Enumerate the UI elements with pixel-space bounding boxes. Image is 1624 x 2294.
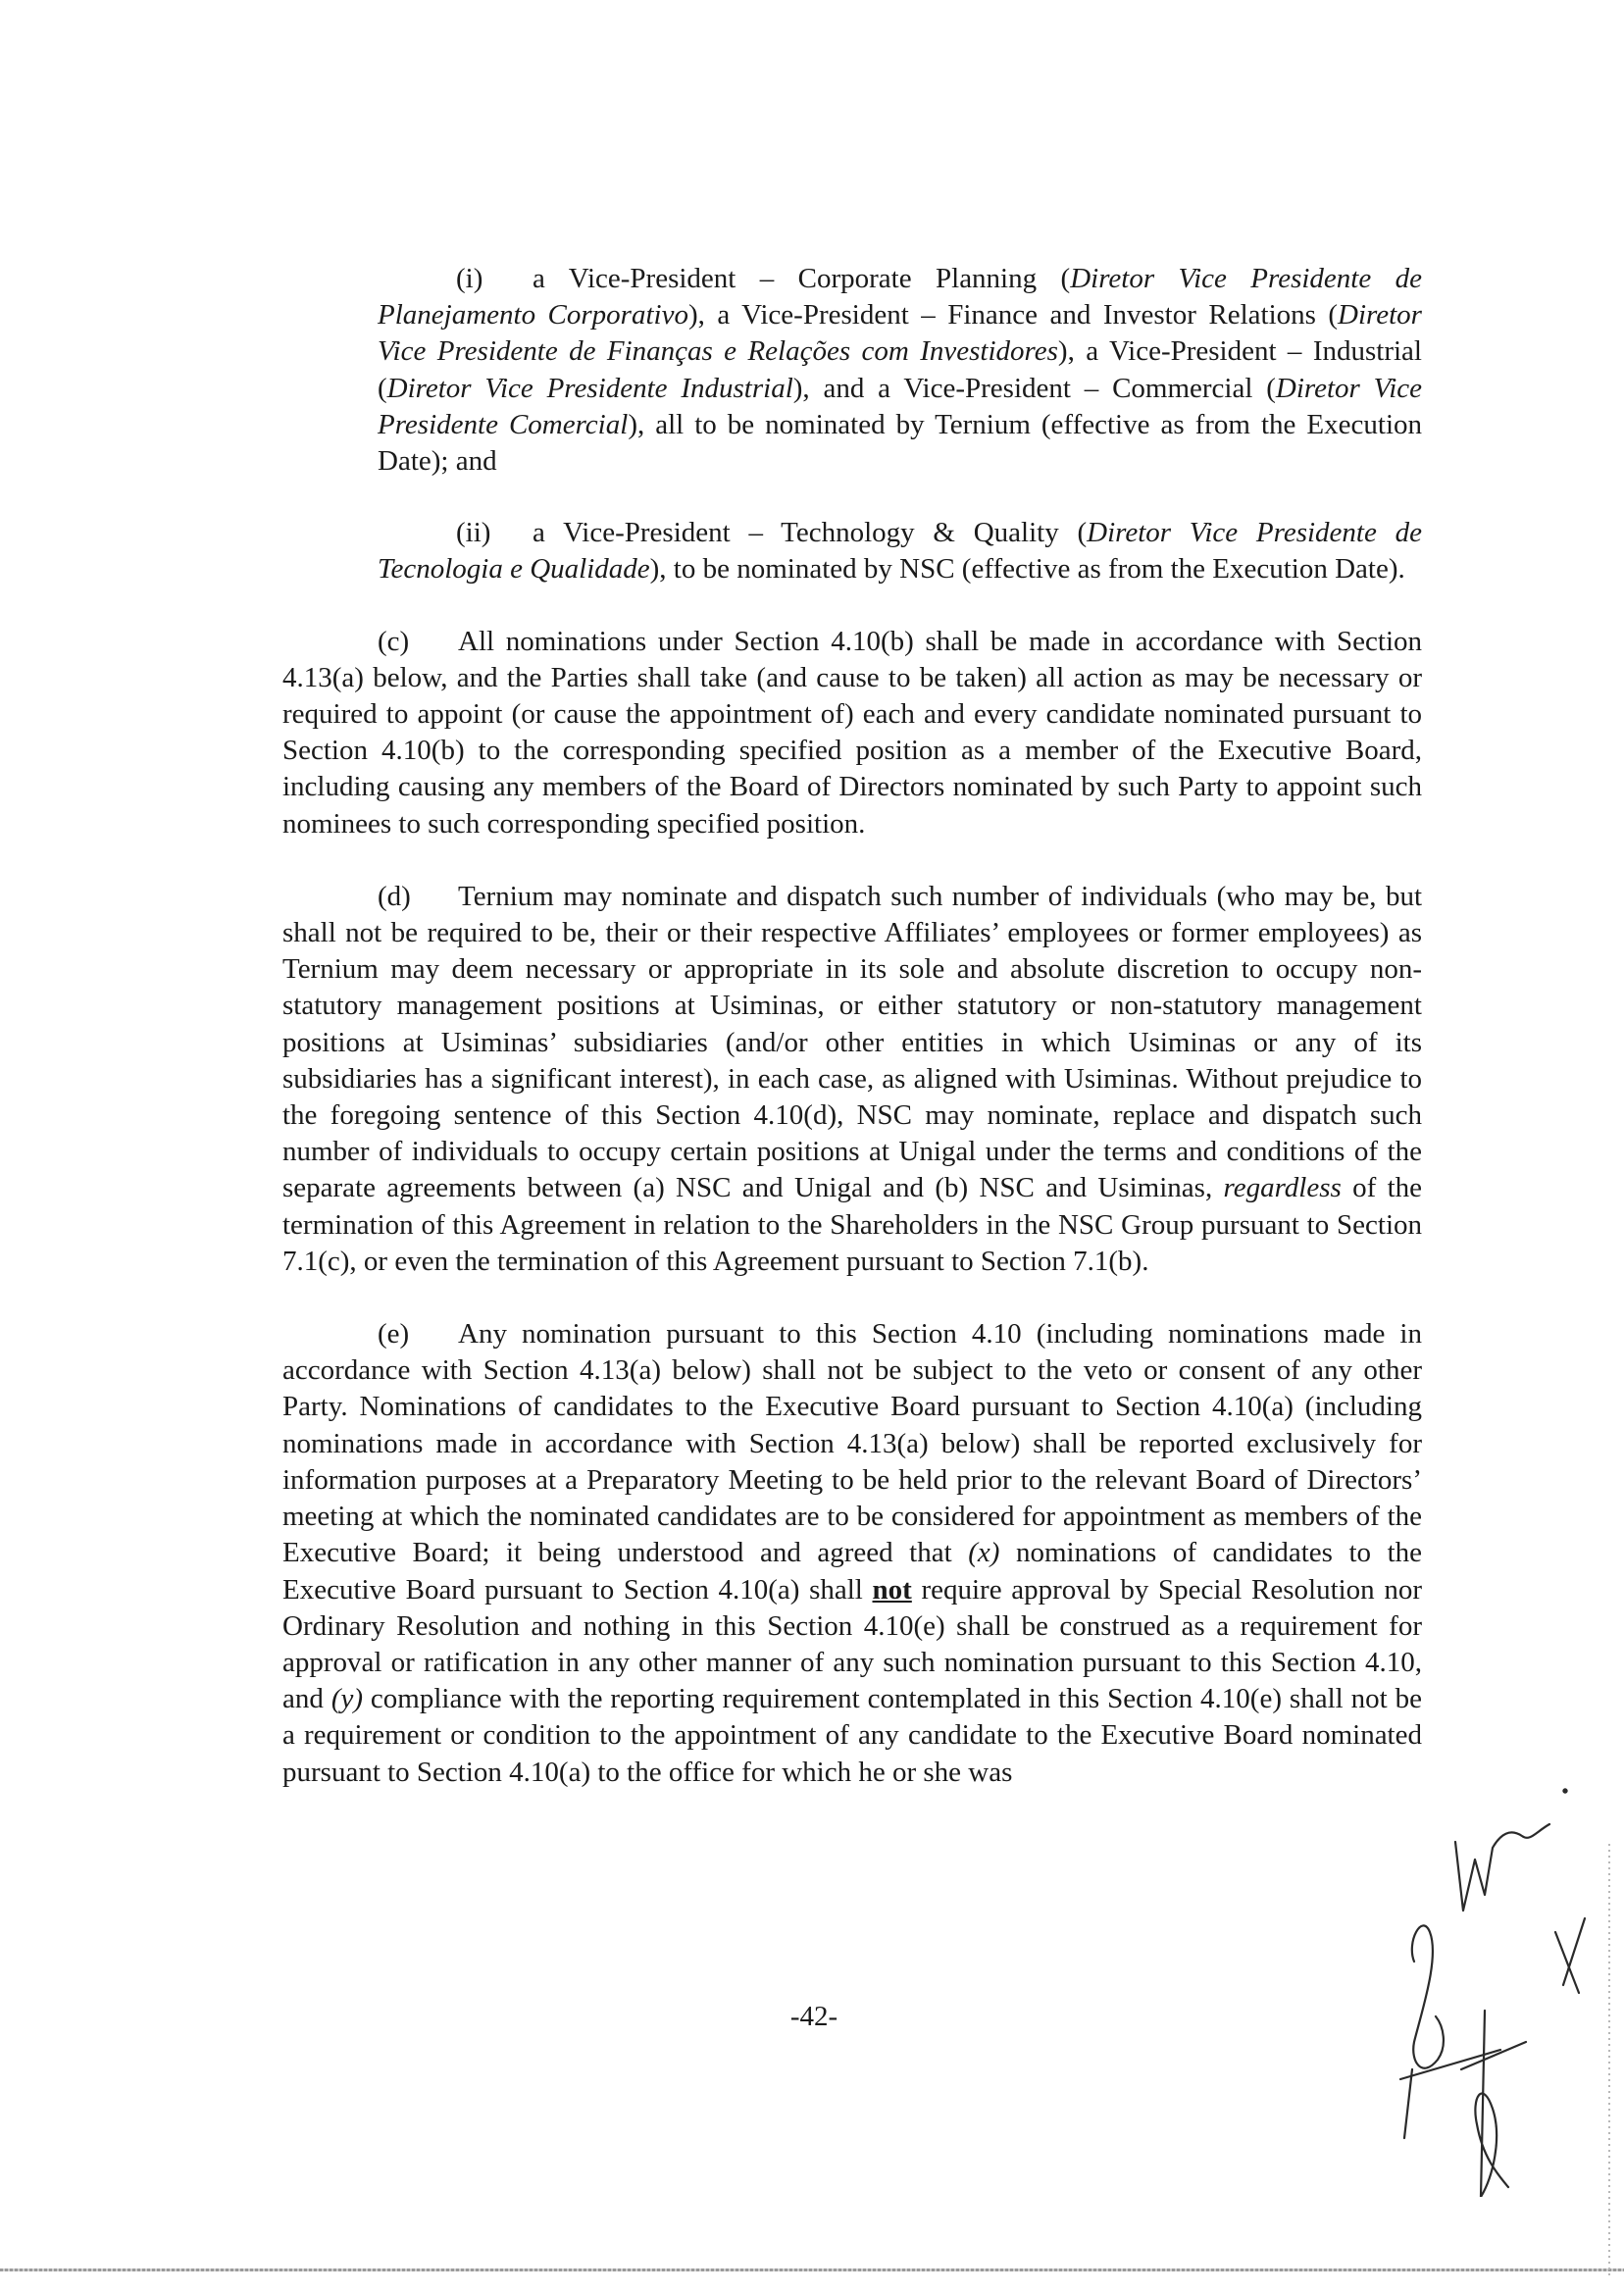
initial-mark-1: [1455, 1824, 1549, 1911]
paragraph-d-italic-1: regardless: [1223, 1172, 1342, 1204]
initial-mark-5: [1555, 1932, 1579, 1993]
initial-mark-6: [1563, 1918, 1585, 1985]
handwritten-initials: [1353, 1785, 1608, 2197]
subparagraph-i-text-5: ), all to be nominated by Ternium (effective as from the Execution Date); and: [378, 408, 1423, 478]
paragraph-e-bold-not: not: [872, 1573, 912, 1606]
paragraph-e-text-2: nominations of candidates to the Executive Board pursuant to Section 4.10(a) shall: [282, 1537, 1423, 1606]
subparagraph-i-label: (i): [456, 263, 483, 294]
paragraph-e: [282, 1316, 1422, 1791]
initial-dot: [1563, 1789, 1566, 1792]
subparagraph-ii-text-2: ), to be nominated by NSC (effective as from the Execution Date).: [649, 553, 1405, 586]
paragraph-c-label: (c): [378, 625, 410, 657]
paragraph-c-text: All nominations under Section 4.10(b) shall be made in accordance with Section 4.13(a) below, and the Parties shall take (and cause to be taken) all action as may be necessary or required to appoint (or cause the appointment of) each and every candidate nominated pursuant to Section 4.10(b) to the corresponding specified position as a member of the Executive Board, including causing any members of the Board of Directors nominated by such Party to appoint such nominees to such corresponding specified position.: [282, 625, 1422, 840]
subparagraph-i-text-1: a Vice-President – Corporate Planning (: [533, 263, 1071, 294]
subparagraph-ii-text-1: a Vice-President – Technology & Quality (: [533, 517, 1088, 549]
subparagraph-ii: [378, 515, 1422, 587]
subparagraph-i-italic-4: Diretor Vice Presidente Comercial: [378, 372, 1423, 440]
subparagraph-i-italic-1: Diretor Vice Presidente de Planejamento Corporativo: [378, 263, 1422, 331]
subparagraph-i-italic-2: Diretor Vice Presidente de Finanças e Relações com Investidores: [378, 299, 1422, 368]
initial-mark-3: [1400, 2050, 1500, 2079]
paragraph-d-label: (d): [378, 880, 411, 912]
subparagraph-i: [378, 261, 1422, 480]
paragraph-d-text-1: Ternium may nominate and dispatch such number of individuals (who may be, but shall not be required to be, their or their respective Affiliates’ employees or former employees) as Ternium may deem necessary or appropriate in its sole and absolute discretion to occupy non-statutory management positions at Usiminas, or either statutory or non-statutory management positions at Usiminas’ subsidiaries (and/or other entities in which Usiminas or any of its subsidiaries has a significant interest), in each case, as aligned with Usiminas. Without prejudice to the foregoing sentence of this Section 4.10(d), NSC may nominate, replace and dispatch such number of individuals to occupy certain positions at Unigal under the terms and conditions of the separate agreements between (a) NSC and Unigal and (b) NSC and Usiminas,: [282, 880, 1422, 1204]
subparagraph-i-text-2: ), a Vice-President – Finance and Investor Relations (: [687, 299, 1339, 331]
paragraph-e-label: (e): [378, 1318, 410, 1351]
paragraph-e-italic-y: (y): [330, 1683, 363, 1715]
paragraph-e-text-1: Any nomination pursuant to this Section 4.10 (including nominations made in accordance with Section 4.13(a) below) shall not be subject to the veto or consent of any other Party. Nominations of candidates to the Executive Board pursuant to Section 4.10(a) (including nominations made in accordance with Section 4.13(a) below) shall be reported exclusively for information purposes at a Preparatory Meeting to be held prior to the relevant Board of Directors’ meeting at which the nominated candidates are to be considered for appointment as members of the Executive Board; it being understood and agreed that: [282, 1318, 1422, 1569]
initial-mark-7: [1475, 2011, 1508, 2197]
subparagraph-ii-italic-1: Diretor Vice Presidente de Tecnologia e Qualidade: [378, 517, 1422, 586]
paragraph-e-text-4: compliance with the reporting requirement contemplated in this Section 4.10(e) shall not be a requirement or condition to the appointment of any candidate to the Executive Board nominated pursuant to Section 4.10(a) to the office for which he or she was: [282, 1683, 1422, 1788]
page-number: -42-: [789, 2001, 838, 2032]
subparagraph-i-text-4: ), and a Vice-President – Commercial (: [792, 372, 1276, 404]
initial-mark-2: [1412, 1925, 1444, 2067]
scan-edge-right: [1608, 1844, 1610, 2275]
scan-edge-bottom: [0, 2269, 1624, 2271]
initial-mark-4: [1404, 2069, 1412, 2138]
document-body: [282, 261, 1422, 1827]
paragraph-c: [282, 624, 1422, 842]
subparagraph-ii-label: (ii): [456, 517, 491, 549]
paragraph-d-text-2: of the termination of this Agreement in relation to the Shareholders in the NSC Group pursuant to Section 7.1(c), or even the termination of this Agreement pursuant to Section 7.1(b).: [282, 1172, 1422, 1277]
paragraph-e-italic-x: (x): [968, 1537, 1000, 1569]
initial-mark-8: [1461, 2042, 1526, 2069]
paragraph-e-text-3: require approval by Special Resolution nor Ordinary Resolution and nothing in this Section 4.10(e) shall be construed as a requirement for approval or ratification in any other manner of any such nomination pursuant to this Section 4.10, and: [282, 1573, 1422, 1715]
subparagraph-i-text-3: ), a Vice-President – Industrial (: [378, 335, 1422, 404]
paragraph-d: [282, 879, 1422, 1280]
subparagraph-i-italic-3: Diretor Vice Presidente Industrial: [386, 372, 793, 404]
